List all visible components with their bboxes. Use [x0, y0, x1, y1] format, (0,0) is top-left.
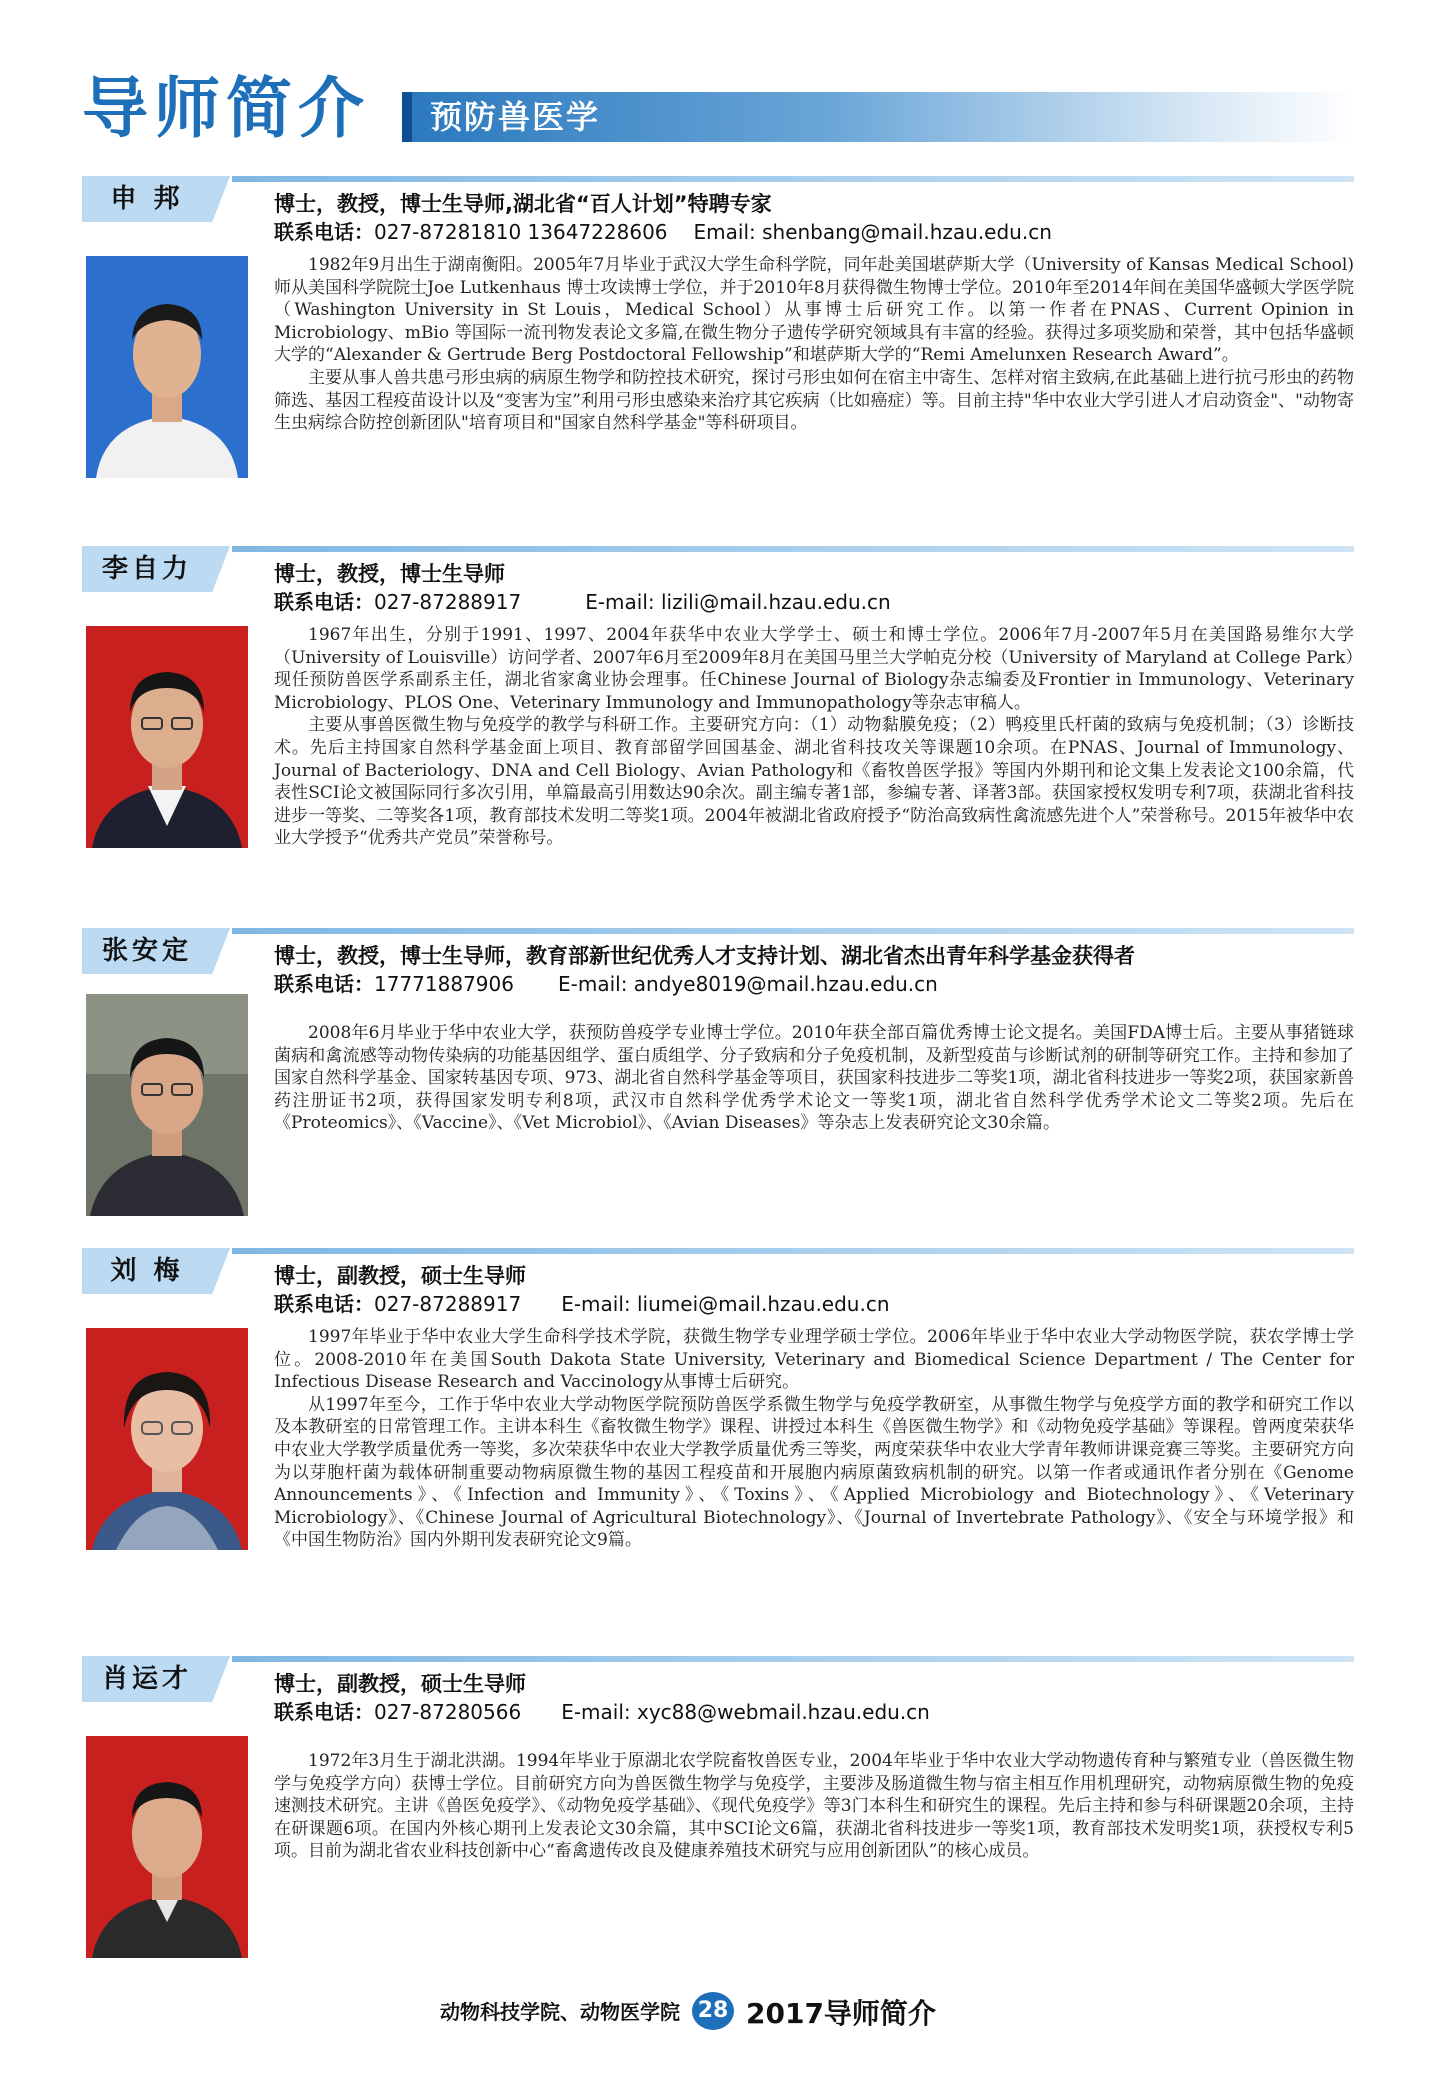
email-label: Email:	[693, 220, 756, 244]
advisor-title: 博士，副教授，硕士生导师	[274, 1264, 526, 1288]
advisor-photo	[86, 1328, 248, 1550]
advisor-photo	[86, 256, 248, 478]
page-number: 28	[692, 1992, 734, 2030]
email-label: E-mail:	[557, 972, 628, 996]
footer-publication: 2017导师简介	[746, 1997, 936, 2030]
advisor-photo	[86, 994, 248, 1216]
bio-paragraph: 1997年毕业于华中农业大学生命科学技术学院，获微生物学专业理学硕士学位。2006年毕业于华中农业大学动物医学院，获农学博士学位。2008-2010年在美国South Dakota State University, Veterinary and Biomedical Science Department / The Center for Infectious Disease Research and Vaccinology从事博士后研究。	[274, 1327, 1354, 1393]
advisor-name: 申 邦	[110, 184, 184, 214]
advisor-section	[82, 1248, 1354, 1618]
portrait-icon	[86, 1328, 248, 1550]
bio-paragraph: 主要从事兽医微生物与免疫学的教学与科研工作。主要研究方向：（1）动物黏膜免疫；（2）鸭疫里氏杆菌的致病与免疫机制；（3）诊断技术。先后主持国家自然科学基金面上项目、教育部留学回国基金、湖北省科技攻关等课题10余项。在PNAS、Journal of Immunology、Journal of Bacteriology、DNA and Cell Biology、Avian Pathology和《畜牧兽医学报》等国内外期刊和论文集上发表论文100余篇，代表性SCI论文被国际同行多次引用，单篇最高引用数达90余次。副主编专著1部，参编专著、译著3部。获国家授权发明专利7项，获湖北省科技进步一等奖、二等奖各1项，教育部技术发明二等奖1项。2004年被湖北省政府授予“防治高致病性禽流感先进个人”荣誉称号。2015年被华中农业大学授予“优秀共产党员”荣誉称号。	[274, 715, 1354, 849]
phone-value: 027-87281810 13647228606	[374, 220, 668, 244]
bio-paragraph: 2008年6月毕业于华中农业大学，获预防兽疫学专业博士学位。2010年获全部百篇优秀博士论文提名。美国FDA博士后。主要从事猪链球菌病和禽流感等动物传染病的功能基因组学、蛋白质组学、分子致病和分子免疫机制，及新型疫苗与诊断试剂的研制等研究工作。主持和参加了国家自然科学基金、国家转基因专项、973、湖北省自然科学基金等项目，获国家科技进步二等奖1项，湖北省科技进步一等奖2项，获国家新兽药注册证书2项，获得国家发明专利8项，武汉市自然科学优秀学术论文一等奖1项，湖北省自然科学优秀学术论文二等奖2项。先后在《Proteomics》、《Vaccine》、《Vet Microbiol》、《Avian Diseases》等杂志上发表研究论文30余篇。	[274, 1023, 1354, 1134]
section-divider	[232, 176, 1354, 182]
section-divider	[232, 1248, 1354, 1254]
portrait-icon	[86, 256, 248, 478]
bio-paragraph: 从1997年至今，工作于华中农业大学动物医学院预防兽医学系微生物学与免疫学教研室，从事微生物学与免疫学方面的教学和研究工作以及本教研室的日常管理工作。主讲本科生《畜牧微生物学》课程、讲授过本科生《兽医微生物学》和《动物免疫学基础》等课程。曾两度荣获华中农业大学教学质量优秀一等奖，多次荣获华中农业大学教学质量优秀三等奖，两度荣获华中农业大学青年教师讲课竞赛三等奖。主要研究方向为以芽胞杆菌为载体研制重要动物病原微生物的基因工程疫苗和开展胞内病原菌致病机制的研究。以第一作者或通讯作者分别在《Genome Announcements》、《Infection and Immunity》、《Toxins》、《Applied Microbiology and Biotechnology》、《Veterinary Microbiology》、《Chinese Journal of Agricultural Biotechnology》、《Journal of Invertebrate Pathology》、《安全与环境学报》和《中国生物防治》国内外期刊发表研究论文9篇。	[274, 1394, 1354, 1551]
advisor-title: 博士，教授，博士生导师	[274, 562, 505, 586]
bio-paragraph: 主要从事人兽共患弓形虫病的病原生物学和防控技术研究，探讨弓形虫如何在宿主中寄生、怎样对宿主致病,在此基础上进行抗弓形虫的药物筛选、基因工程疫苗设计以及“变害为宝”利用弓形虫感染来治疗其它疾病（比如癌症）等。目前主持"华中农业大学引进人才启动资金"、"动物寄生虫病综合防控创新团队"培育项目和"国家自然科学基金"等科研项目。	[274, 367, 1354, 434]
advisor-section	[82, 1656, 1354, 1956]
page-header	[82, 70, 1354, 147]
bio-paragraph: 1967年出生，分别于1991、1997、2004年获华中农业大学学士、硕士和博士学位。2006年7月-2007年5月在美国路易维尔大学（University of Louisville）访问学者、2007年6月至2009年8月在美国马里兰大学帕克分校（University of Maryland at College Park）现任预防兽医学系副系主任，湖北省家禽业协会理事。任Chinese Journal of Biology杂志编委及Frontier in Immunology、Veterinary Microbiology、PLOS One、Veterinary Immunology and Immunopathology等杂志审稿人。	[274, 625, 1354, 713]
email-value[interactable]: lizili@mail.hzau.edu.cn	[661, 590, 891, 614]
section-divider	[232, 928, 1354, 934]
advisor-bio	[274, 1326, 1354, 1552]
advisor-bio	[274, 624, 1354, 850]
email-label: E-mail:	[561, 1292, 631, 1316]
advisor-name: 张安定	[101, 936, 192, 966]
phone-label: 联系电话：	[274, 590, 374, 614]
header-banner-accent	[402, 92, 412, 142]
advisor-photo	[86, 1736, 248, 1958]
phone-label: 联系电话：	[274, 1700, 374, 1724]
section-divider	[232, 546, 1354, 552]
email-value[interactable]: andye8019@mail.hzau.edu.cn	[633, 972, 938, 996]
bio-paragraph: 1982年9月出生于湖南衡阳。2005年7月毕业于武汉大学生命科学院，同年赴美国堪萨斯大学（University of Kansas Medical School)师从美国科学院院士Joe Lutkenhaus 博士攻读博士学位，并于2010年8月获得微生物博士学位。2010年至2014年间在美国华盛顿大学医学院（Washington University in St Louis，Medical School）从事博士后研究工作。以第一作者在PNAS、Current Opinion in Microbiology、mBio 等国际一流刊物发表论文多篇,在微生物分子遗传学研究领域具有丰富的经验。获得过多项奖励和荣誉，其中包括华盛顿大学的“Alexander & Gertrude Berg Postdoctoral Fellowship”和堪萨斯大学的“Remi Amelunxen Research Award”。	[274, 255, 1354, 366]
phone-value: 027-87280566	[374, 1700, 522, 1724]
phone-label: 联系电话：	[274, 972, 374, 996]
advisor-name: 李自力	[101, 554, 192, 584]
advisor-contact	[274, 216, 1052, 245]
phone-value: 027-87288917	[374, 1292, 522, 1316]
email-label: E-mail:	[561, 1700, 631, 1724]
footer-institution: 动物科技学院、动物医学院	[440, 2000, 680, 2024]
email-label: E-mail:	[585, 590, 655, 614]
advisor-bio	[274, 1750, 1354, 1863]
advisor-title: 博士，教授，博士生导师,湖北省“百人计划”特聘专家	[274, 192, 772, 216]
phone-label: 联系电话：	[274, 1292, 374, 1316]
advisor-section	[82, 928, 1354, 1218]
portrait-icon	[86, 1736, 248, 1958]
phone-value: 17771887906	[374, 972, 514, 996]
bio-paragraph: 1972年3月生于湖北洪湖。1994年毕业于原湖北农学院畜牧兽医专业，2004年毕业于华中农业大学动物遗传育种与繁殖专业（兽医微生物学与免疫学方向）获博士学位。目前研究方向为兽医微生物学与免疫学，主要涉及肠道微生物与宿主相互作用机理研究，动物病原微生物的免疫速测技术研究。主讲《兽医免疫学》、《动物免疫学基础》、《现代免疫学》等3门本科生和研究生的课程。先后主持和参与科研课题20余项，主持在研课题6项。在国内外核心期刊上发表论文30余篇，其中SCI论文6篇，获湖北省科技进步一等奖1项，教育部技术发明奖1项，获授权专利5项。目前为湖北省农业科技创新中心“畜禽遗传改良及健康养殖技术研究与应用创新团队”的核心成员。	[274, 1751, 1354, 1862]
advisor-name: 肖运才	[101, 1664, 192, 1694]
portrait-icon	[86, 626, 248, 848]
advisor-section	[82, 176, 1354, 506]
phone-value: 027-87288917	[374, 590, 522, 614]
portrait-icon	[86, 994, 248, 1216]
advisor-contact	[274, 586, 891, 615]
advisor-photo	[86, 626, 248, 848]
advisor-contact	[274, 968, 938, 997]
advisor-title: 博士，副教授，硕士生导师	[274, 1672, 526, 1696]
page-title: 导师简介	[82, 70, 370, 147]
page-subtitle: 预防兽医学	[430, 98, 601, 136]
email-value[interactable]: shenbang@mail.hzau.edu.cn	[762, 220, 1052, 244]
phone-label: 联系电话：	[274, 220, 374, 244]
advisor-contact	[274, 1696, 930, 1725]
advisor-title: 博士，教授，博士生导师，教育部新世纪优秀人才支持计划、湖北省杰出青年科学基金获得者	[274, 944, 1135, 968]
section-divider	[232, 1656, 1354, 1662]
advisor-name: 刘 梅	[110, 1256, 184, 1286]
page-footer	[0, 1992, 1444, 2032]
advisor-bio	[274, 1022, 1354, 1135]
advisor-section	[82, 546, 1354, 896]
email-value[interactable]: xyc88@webmail.hzau.edu.cn	[637, 1700, 930, 1724]
advisor-bio	[274, 254, 1354, 435]
advisor-contact	[274, 1288, 890, 1317]
email-value[interactable]: liumei@mail.hzau.edu.cn	[637, 1292, 890, 1316]
